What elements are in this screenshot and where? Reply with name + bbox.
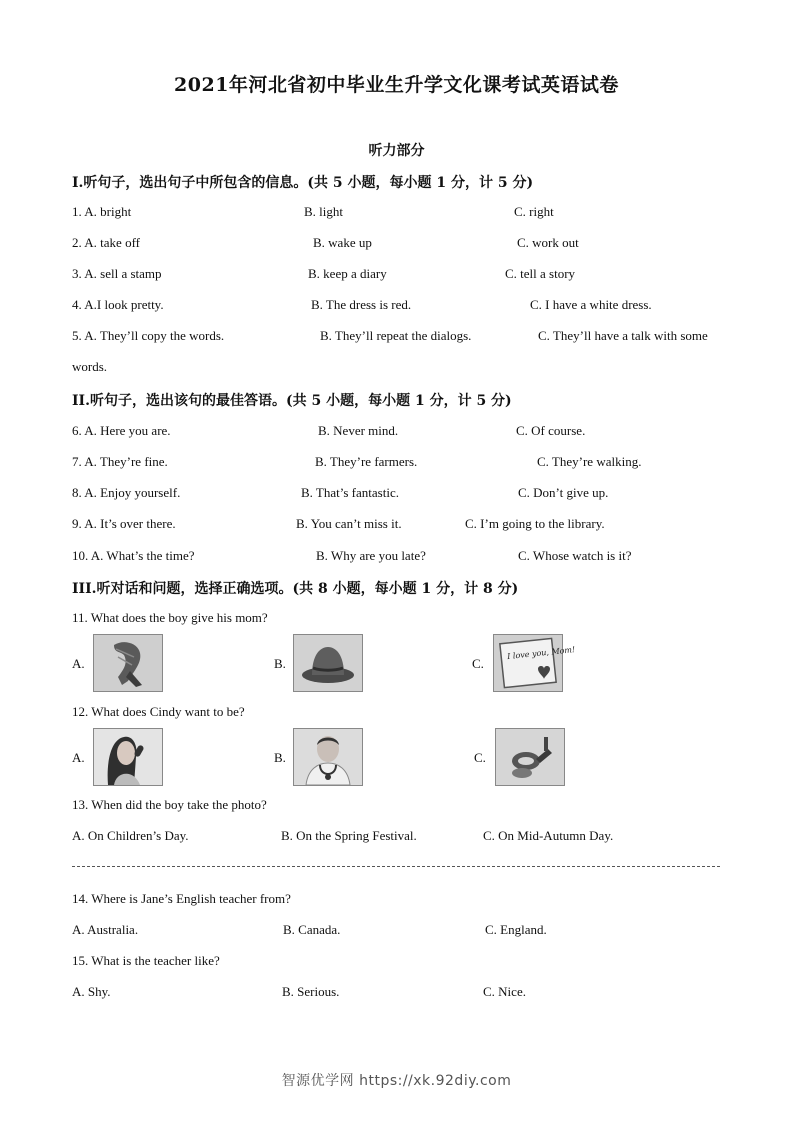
option-b: B. light (304, 204, 344, 219)
question-row (0, 485, 793, 503)
option-b: B. wake up (313, 235, 372, 250)
option-a: A. On Children’s Day. (72, 828, 189, 843)
option-c: C. Nice. (483, 984, 526, 999)
option-label: A. (72, 750, 85, 765)
option-label: B. (274, 750, 286, 765)
option-b: B. Why are you late? (316, 548, 426, 563)
option-label: A. (72, 656, 85, 671)
option-a: 5. A. They’ll copy the words. (72, 328, 225, 343)
card-picture-icon (493, 634, 576, 692)
section-1-heading: I.听句子，选出句子中所包含的信息。(共 5 小题，每小题 1 分，计 5 分) (72, 175, 534, 191)
option-a: A. Shy. (72, 984, 111, 999)
option-a: 8. A. Enjoy yourself. (72, 485, 181, 500)
question-row (0, 548, 793, 566)
exam-title: 2021年河北省初中毕业生升学文化课考试英语试卷 (174, 74, 619, 96)
question-row (0, 297, 793, 315)
question-stem: 11. What does the boy give his mom? (72, 610, 268, 625)
question-row (0, 235, 793, 253)
option-a: 7. A. They’re fine. (72, 454, 168, 469)
option-b: B. They’ll repeat the dialogs. (320, 328, 472, 343)
page-divider (72, 866, 720, 867)
option-a: A. Australia. (72, 922, 139, 937)
option-c: C. They’ll have a talk with some (538, 328, 708, 343)
option-c: C. tell a story (505, 266, 576, 281)
question-row-wrap (0, 359, 793, 377)
question-row (0, 922, 793, 940)
option-c: C. On Mid-Autumn Day. (483, 828, 614, 843)
option-c: C. I have a white dress. (530, 297, 652, 312)
section-2-heading: II.听句子，选出该句的最佳答语。(共 5 小题，每小题 1 分，计 5 分) (72, 393, 512, 409)
question-row (0, 828, 793, 846)
option-c: C. I’m going to the library. (465, 516, 605, 531)
option-c: C. right (514, 204, 554, 219)
question-row (0, 516, 793, 534)
listening-part-heading: 听力部分 (368, 143, 425, 159)
option-b: B. They’re farmers. (315, 454, 418, 469)
singer-picture-icon (93, 728, 163, 786)
option-b: B. Never mind. (318, 423, 399, 438)
option-c-continuation: words. (72, 359, 108, 374)
question-row (0, 423, 793, 441)
question-stem: 15. What is the teacher like? (72, 953, 220, 968)
option-a: 4. A.I look pretty. (72, 297, 164, 312)
question-row (0, 984, 793, 1002)
option-label: C. (472, 656, 484, 671)
option-c: C. Whose watch is it? (518, 548, 632, 563)
doctor-picture-icon (293, 728, 363, 786)
option-b: B. You can’t miss it. (296, 516, 402, 531)
hat-picture-icon (293, 634, 363, 692)
option-b: B. The dress is red. (311, 297, 412, 312)
picture-options-row (0, 728, 793, 788)
option-a: 3. A. sell a stamp (72, 266, 162, 281)
question-row (0, 266, 793, 284)
option-a: 6. A. Here you are. (72, 423, 171, 438)
question-row (0, 204, 793, 222)
watermark-footer: 智源优学网 https://xk.92diy.com (281, 1073, 512, 1089)
option-a: 9. A. It’s over there. (72, 516, 176, 531)
option-label: C. (474, 750, 486, 765)
option-a: 10. A. What’s the time? (72, 548, 195, 563)
option-label: B. (274, 656, 286, 671)
question-row (0, 454, 793, 472)
option-a: 2. A. take off (72, 235, 140, 250)
question-stem: 13. When did the boy take the photo? (72, 797, 267, 812)
option-a: 1. A. bright (72, 204, 132, 219)
option-b: B. Canada. (283, 922, 341, 937)
card-text: I love you, Mom! (506, 645, 576, 662)
question-stem: 14. Where is Jane’s English teacher from? (72, 891, 291, 906)
question-row (0, 328, 793, 346)
option-b: B. keep a diary (308, 266, 387, 281)
option-b: B. Serious. (282, 984, 340, 999)
option-c: C. Of course. (516, 423, 586, 438)
section-3-heading: III.听对话和问题，选择正确选项。(共 8 小题，每小题 1 分，计 8 分) (72, 581, 519, 597)
picture-options-row (0, 634, 793, 694)
police-picture-icon (495, 728, 565, 786)
option-c: C. They’re walking. (537, 454, 642, 469)
option-c: C. Don’t give up. (518, 485, 609, 500)
option-c: C. work out (517, 235, 579, 250)
option-b: B. That’s fantastic. (301, 485, 399, 500)
option-b: B. On the Spring Festival. (281, 828, 417, 843)
question-stem: 12. What does Cindy want to be? (72, 704, 245, 719)
scarf-picture-icon (93, 634, 163, 692)
option-c: C. England. (485, 922, 547, 937)
